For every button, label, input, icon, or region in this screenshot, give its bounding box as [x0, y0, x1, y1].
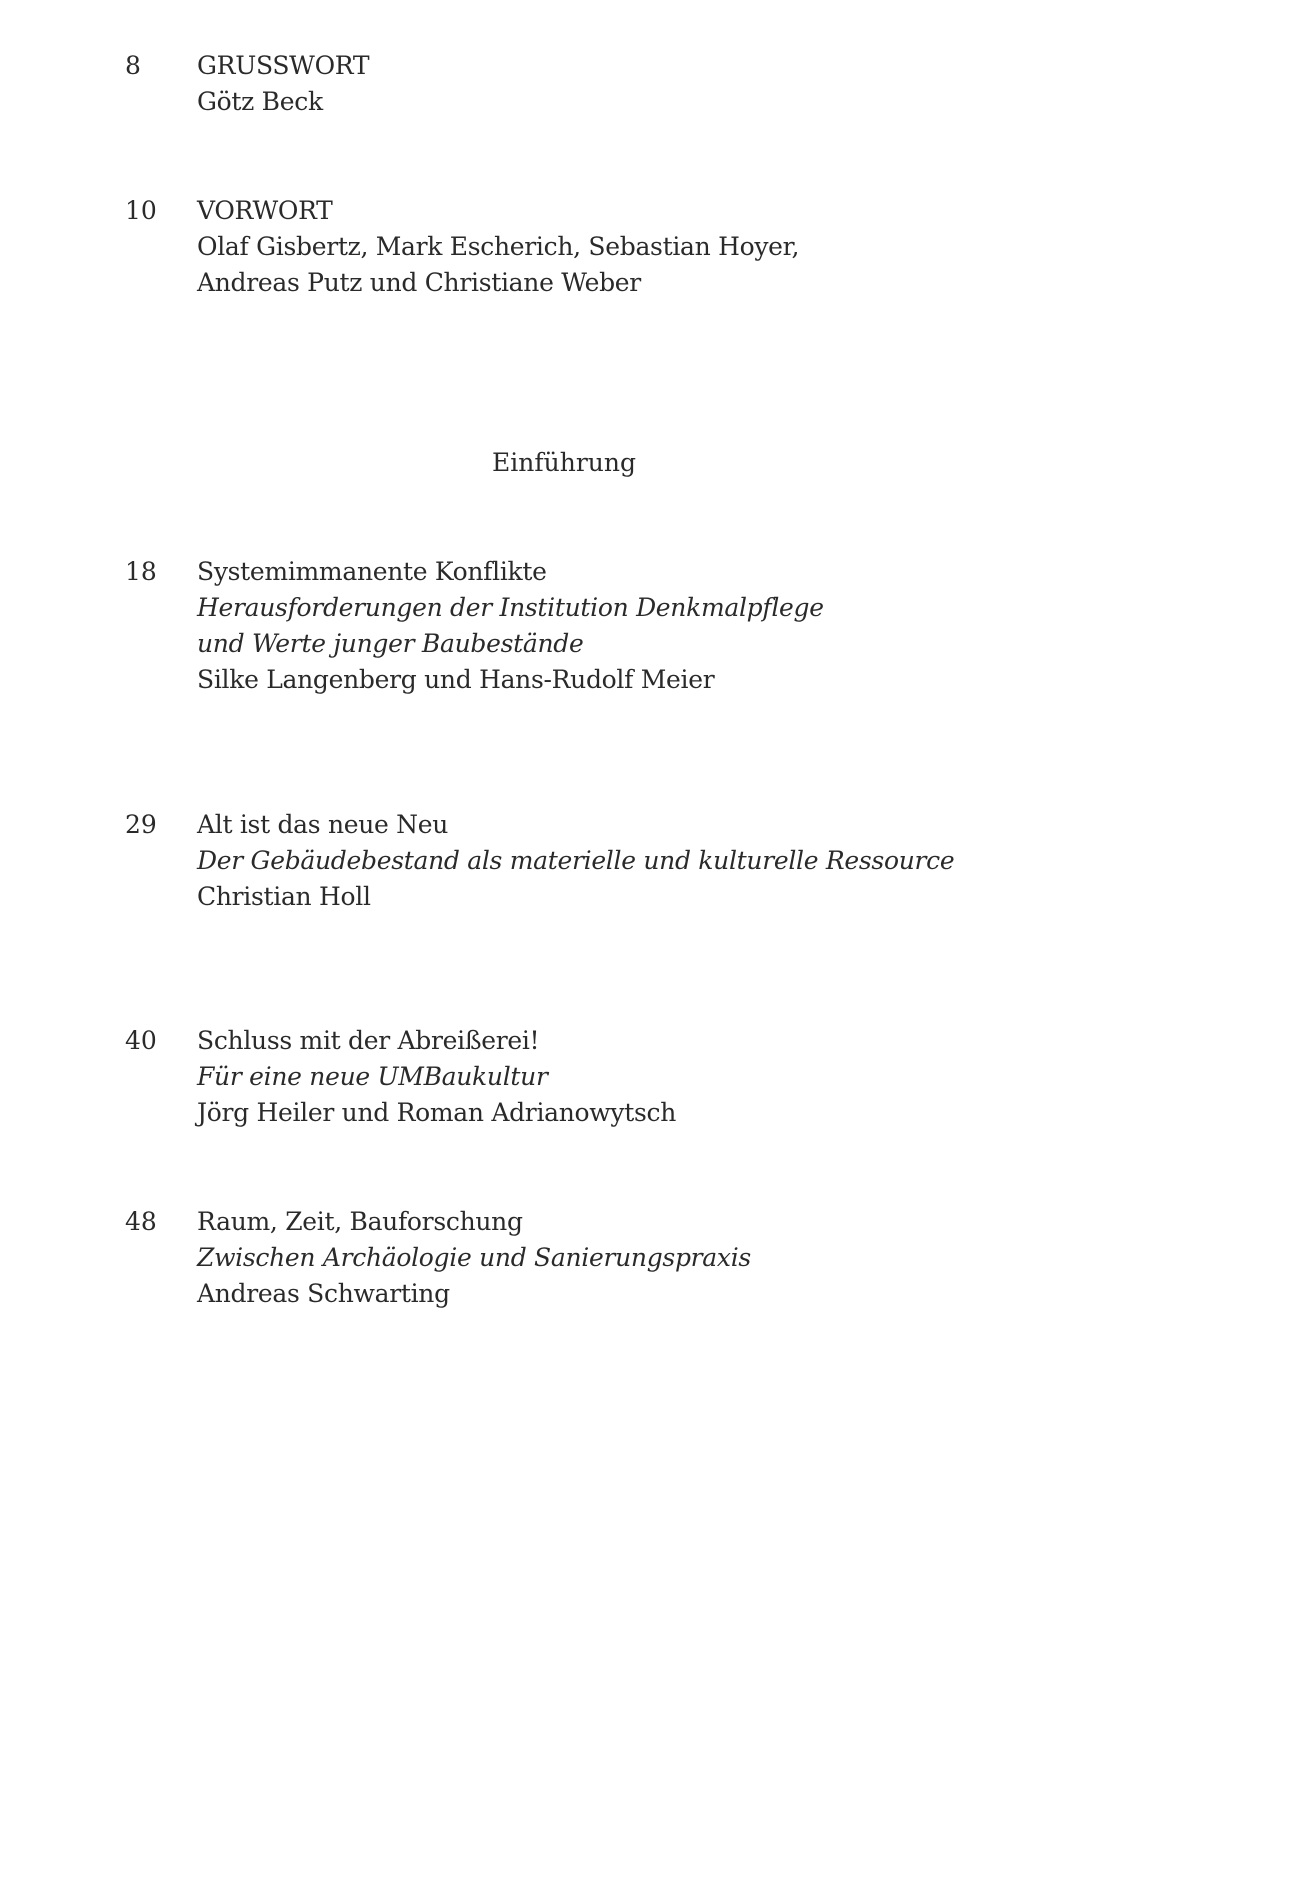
section-heading: Einführung: [492, 448, 636, 477]
entry-title: Alt ist das neue Neu: [197, 810, 449, 839]
entry-title: Systemimmanente Konflikte: [197, 557, 547, 586]
page-number: 40: [125, 1026, 157, 1055]
page-number: 8: [125, 51, 141, 80]
entry-author: Olaf Gisbertz, Mark Escherich, Sebastian Hoyer,: [197, 232, 800, 261]
entry-subtitle: Zwischen Archäologie und Sanierungspraxis: [197, 1243, 751, 1272]
entry-title: Schluss mit der Abreißerei!: [197, 1026, 540, 1055]
entry-subtitle: Herausforderungen der Institution Denkmalpflege: [197, 593, 824, 622]
entry-author: Andreas Schwarting: [197, 1279, 450, 1308]
entry-subtitle: und Werte junger Baubestände: [197, 629, 584, 658]
entry-author: Götz Beck: [197, 87, 323, 116]
entry-author: Christian Holl: [197, 882, 371, 911]
entry-title: Raum, Zeit, Bauforschung: [197, 1207, 523, 1236]
page-number: 29: [125, 810, 157, 839]
entry-title: GRUSSWORT: [197, 51, 370, 80]
page-number: 48: [125, 1207, 157, 1236]
entry-author: Silke Langenberg und Hans-Rudolf Meier: [197, 665, 715, 694]
entry-author: Jörg Heiler und Roman Adrianowytsch: [197, 1098, 677, 1127]
entry-subtitle: Für eine neue UMBaukultur: [197, 1062, 548, 1091]
page-number: 18: [125, 557, 157, 586]
entry-author: Andreas Putz und Christiane Weber: [197, 268, 641, 297]
entry-subtitle: Der Gebäudebestand als materielle und kulturelle Ressource: [197, 846, 955, 875]
page-number: 10: [125, 196, 157, 225]
entry-title: VORWORT: [197, 196, 333, 225]
